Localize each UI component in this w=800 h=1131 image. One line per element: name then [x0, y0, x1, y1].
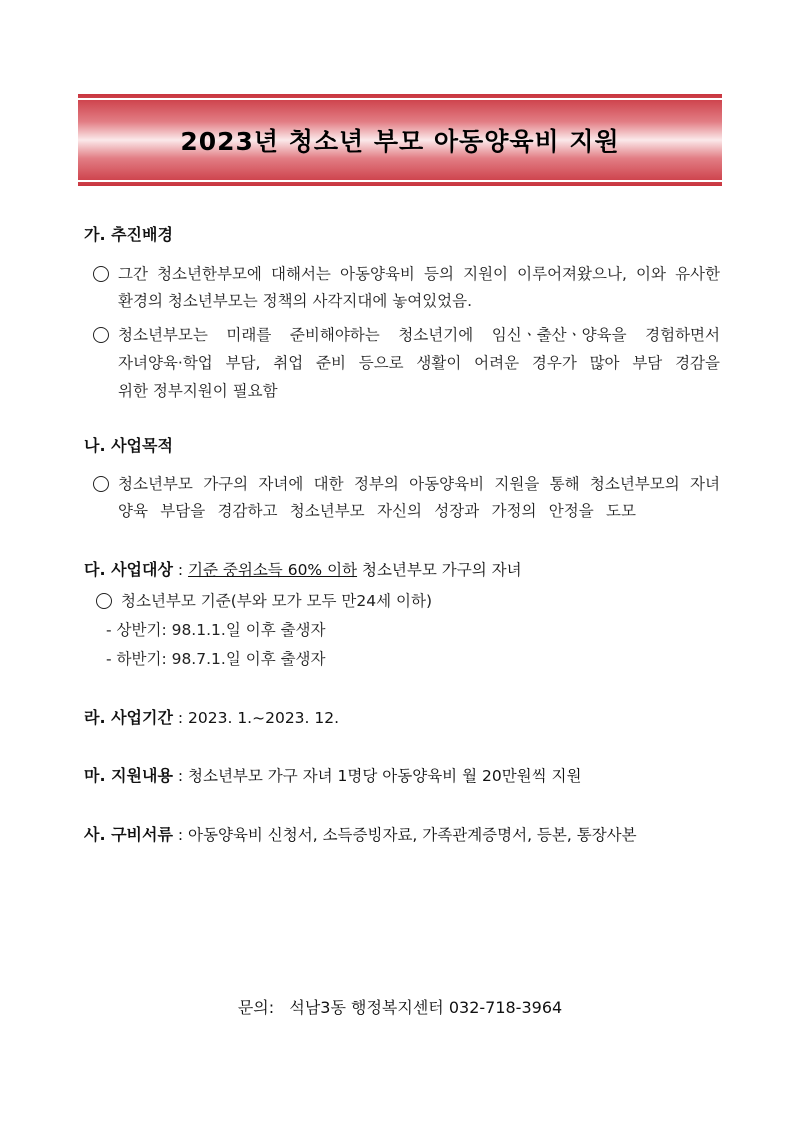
circle-bullet-icon [93, 266, 109, 282]
background-bullet-2-line-1: 청소년부모는 미래를 준비해야하는 청소년기에 임신ㆍ출산ㆍ양육을 경험하면서 [93, 323, 720, 345]
section-heading-background: 가. 추진배경 [84, 225, 173, 244]
target-first-half: - 상반기: 98.1.1.일 이후 출생자 [106, 621, 326, 639]
section-heading-purpose: 나. 사업목적 [84, 436, 173, 455]
background-bullet-1-line-2: 환경의 청소년부모는 정책의 사각지대에 놓여있었음. [118, 292, 473, 310]
section-target: 다. 사업대상 : 기준 중위소득 60% 이하 청소년부모 가구의 자녀 [84, 560, 522, 579]
background-bullet-1-line-1: 그간 청소년한부모에 대해서는 아동양육비 등의 지원이 이루어져왔으나, 이와 유사한 [93, 262, 720, 284]
section-period: 라. 사업기간 : 2023. 1.~2023. 12. [84, 708, 340, 727]
circle-bullet-icon [93, 327, 109, 343]
title-banner [78, 94, 722, 186]
underlined-criteria: 기준 중위소득 60% 이하 [188, 561, 358, 579]
circle-bullet-icon [96, 593, 112, 609]
purpose-bullet-line-1: 청소년부모 가구의 자녀에 대한 정부의 아동양육비 지원을 통해 청소년부모의 자녀 [93, 472, 720, 494]
section-support: 마. 지원내용 : 청소년부모 가구 자녀 1명당 아동양육비 월 20만원씩 지원 [84, 766, 582, 785]
target-second-half: - 하반기: 98.7.1.일 이후 출생자 [106, 650, 326, 668]
target-bullet: 청소년부모 기준(부와 모가 모두 만24세 이하) [96, 589, 432, 611]
page-title: 2023년 청소년 부모 아동양육비 지원 [180, 127, 620, 156]
background-bullet-2-line-2: 자녀양육·학업 부담, 취업 준비 등으로 생활이 어려운 경우가 많아 부담 경감을 [118, 354, 720, 372]
circle-bullet-icon [93, 476, 109, 492]
contact-footer: 문의: 석남3동 행정복지센터 032-718-3964 [237, 998, 563, 1017]
section-documents: 사. 구비서류 : 아동양육비 신청서, 소득증빙자료, 가족관계증명서, 등본, 통장사본 [84, 825, 637, 844]
background-bullet-2-line-3: 위한 정부지원이 필요함 [118, 382, 278, 400]
purpose-bullet-line-2: 양육 부담을 경감하고 청소년부모 자신의 성장과 가정의 안정을 도모 [118, 502, 636, 520]
